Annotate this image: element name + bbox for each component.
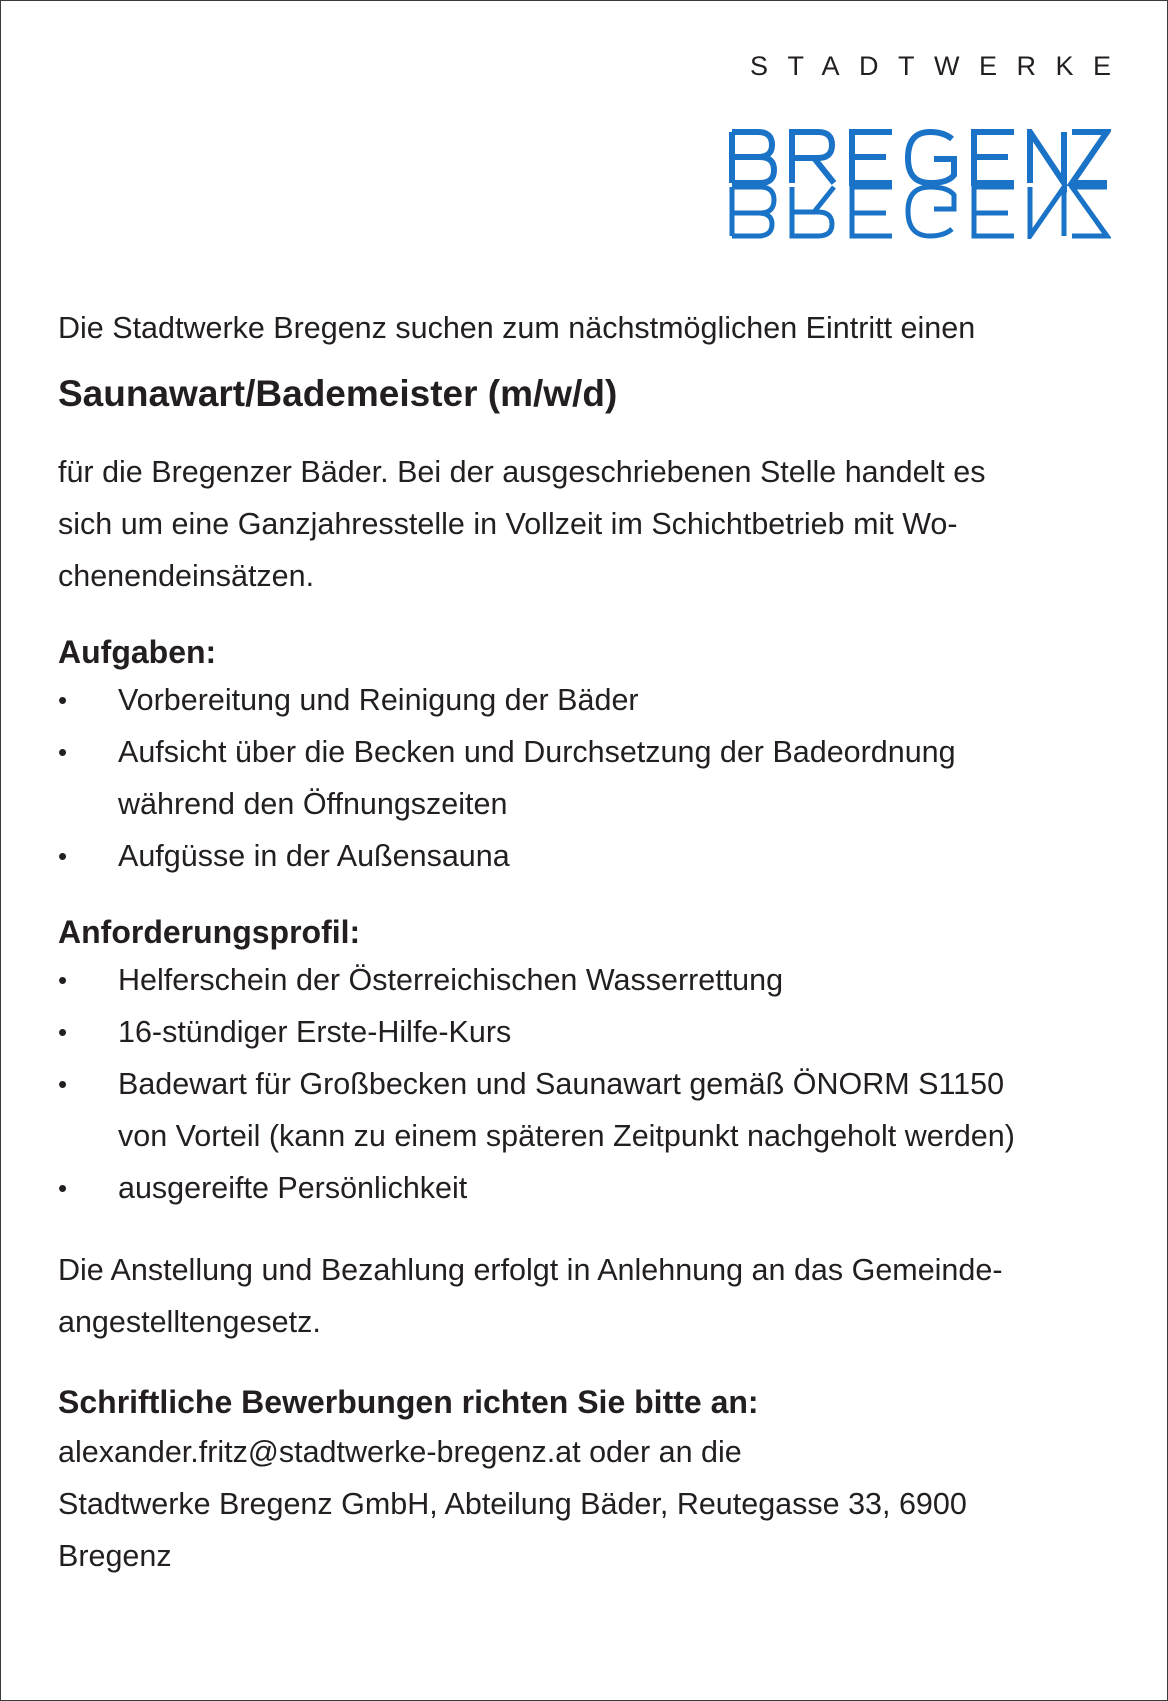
employment-line: Die Anstellung und Bezahlung erfolgt in Anlehnung an das Gemeinde- [58,1253,1003,1287]
list-item [58,1162,1118,1214]
list-item-text: während den Öffnungszeiten [118,787,508,821]
job-title: Saunawart/Bademeister (m/w/d) [58,373,618,414]
list-item [58,674,1118,726]
list-item-text: • Badewart für Großbecken und Saunawart gemäß ÖNORM S1150 [118,1067,1005,1101]
list-item [58,726,1118,830]
description-line: sich um eine Ganzjahresstelle in Vollzeit im Schichtbetrieb mit Wo- [58,507,958,541]
list-item-text: • Aufgüsse in der Außensauna [118,839,510,873]
employment-line: angestelltengesetz. [58,1305,321,1339]
description-line: für die Bregenzer Bäder. Bei der ausgeschriebenen Stelle handelt es [58,455,986,489]
requirements-list [58,954,1118,1214]
list-item [58,1058,1118,1162]
contact-heading: Schriftliche Bewerbungen richten Sie bitte an: [58,1384,759,1420]
list-item [58,1006,1118,1058]
bregenz-wordmark [726,129,1111,239]
description-line: chenendeinsätzen. [58,559,315,593]
job-description [58,446,1118,602]
contact-address-line: Stadtwerke Bregenz GmbH, Abteilung Bäder, Reutegasse 33, 6900 [58,1487,967,1521]
intro-text: Die Stadtwerke Bregenz suchen zum nächstmöglichen Eintritt einen [58,311,976,345]
advertisement-body [58,302,1118,1582]
list-item-text: von Vorteil (kann zu einem späteren Zeitpunkt nachgeholt werden) [118,1119,1015,1153]
contact-email-line: alexander.fritz@stadtwerke-bregenz.at oder an die [58,1435,742,1469]
stadtwerke-bregenz-logo [726,51,1131,241]
tasks-list [58,674,1118,882]
list-item-text: • ausgereifte Persönlichkeit [118,1171,468,1205]
requirements-heading: Anforderungsprofil: [58,914,361,950]
list-item-text: • Aufsicht über die Becken und Durchsetzung der Badeordnung [118,735,956,769]
list-item [58,954,1118,1006]
contact-city-line: Bregenz [58,1539,172,1573]
list-item-text: • 16-stündiger Erste-Hilfe-Kurs [118,1015,512,1049]
list-item-text: • Helferschein der Österreichischen Wasserrettung [118,963,784,997]
employment-terms [58,1244,1118,1348]
logo-top-text: STADTWERKE [749,51,1131,81]
list-item-text: • Vorbereitung und Reinigung der Bäder [118,683,639,717]
list-item [58,830,1118,882]
tasks-heading: Aufgaben: [58,634,217,670]
contact-details [58,1426,1118,1582]
